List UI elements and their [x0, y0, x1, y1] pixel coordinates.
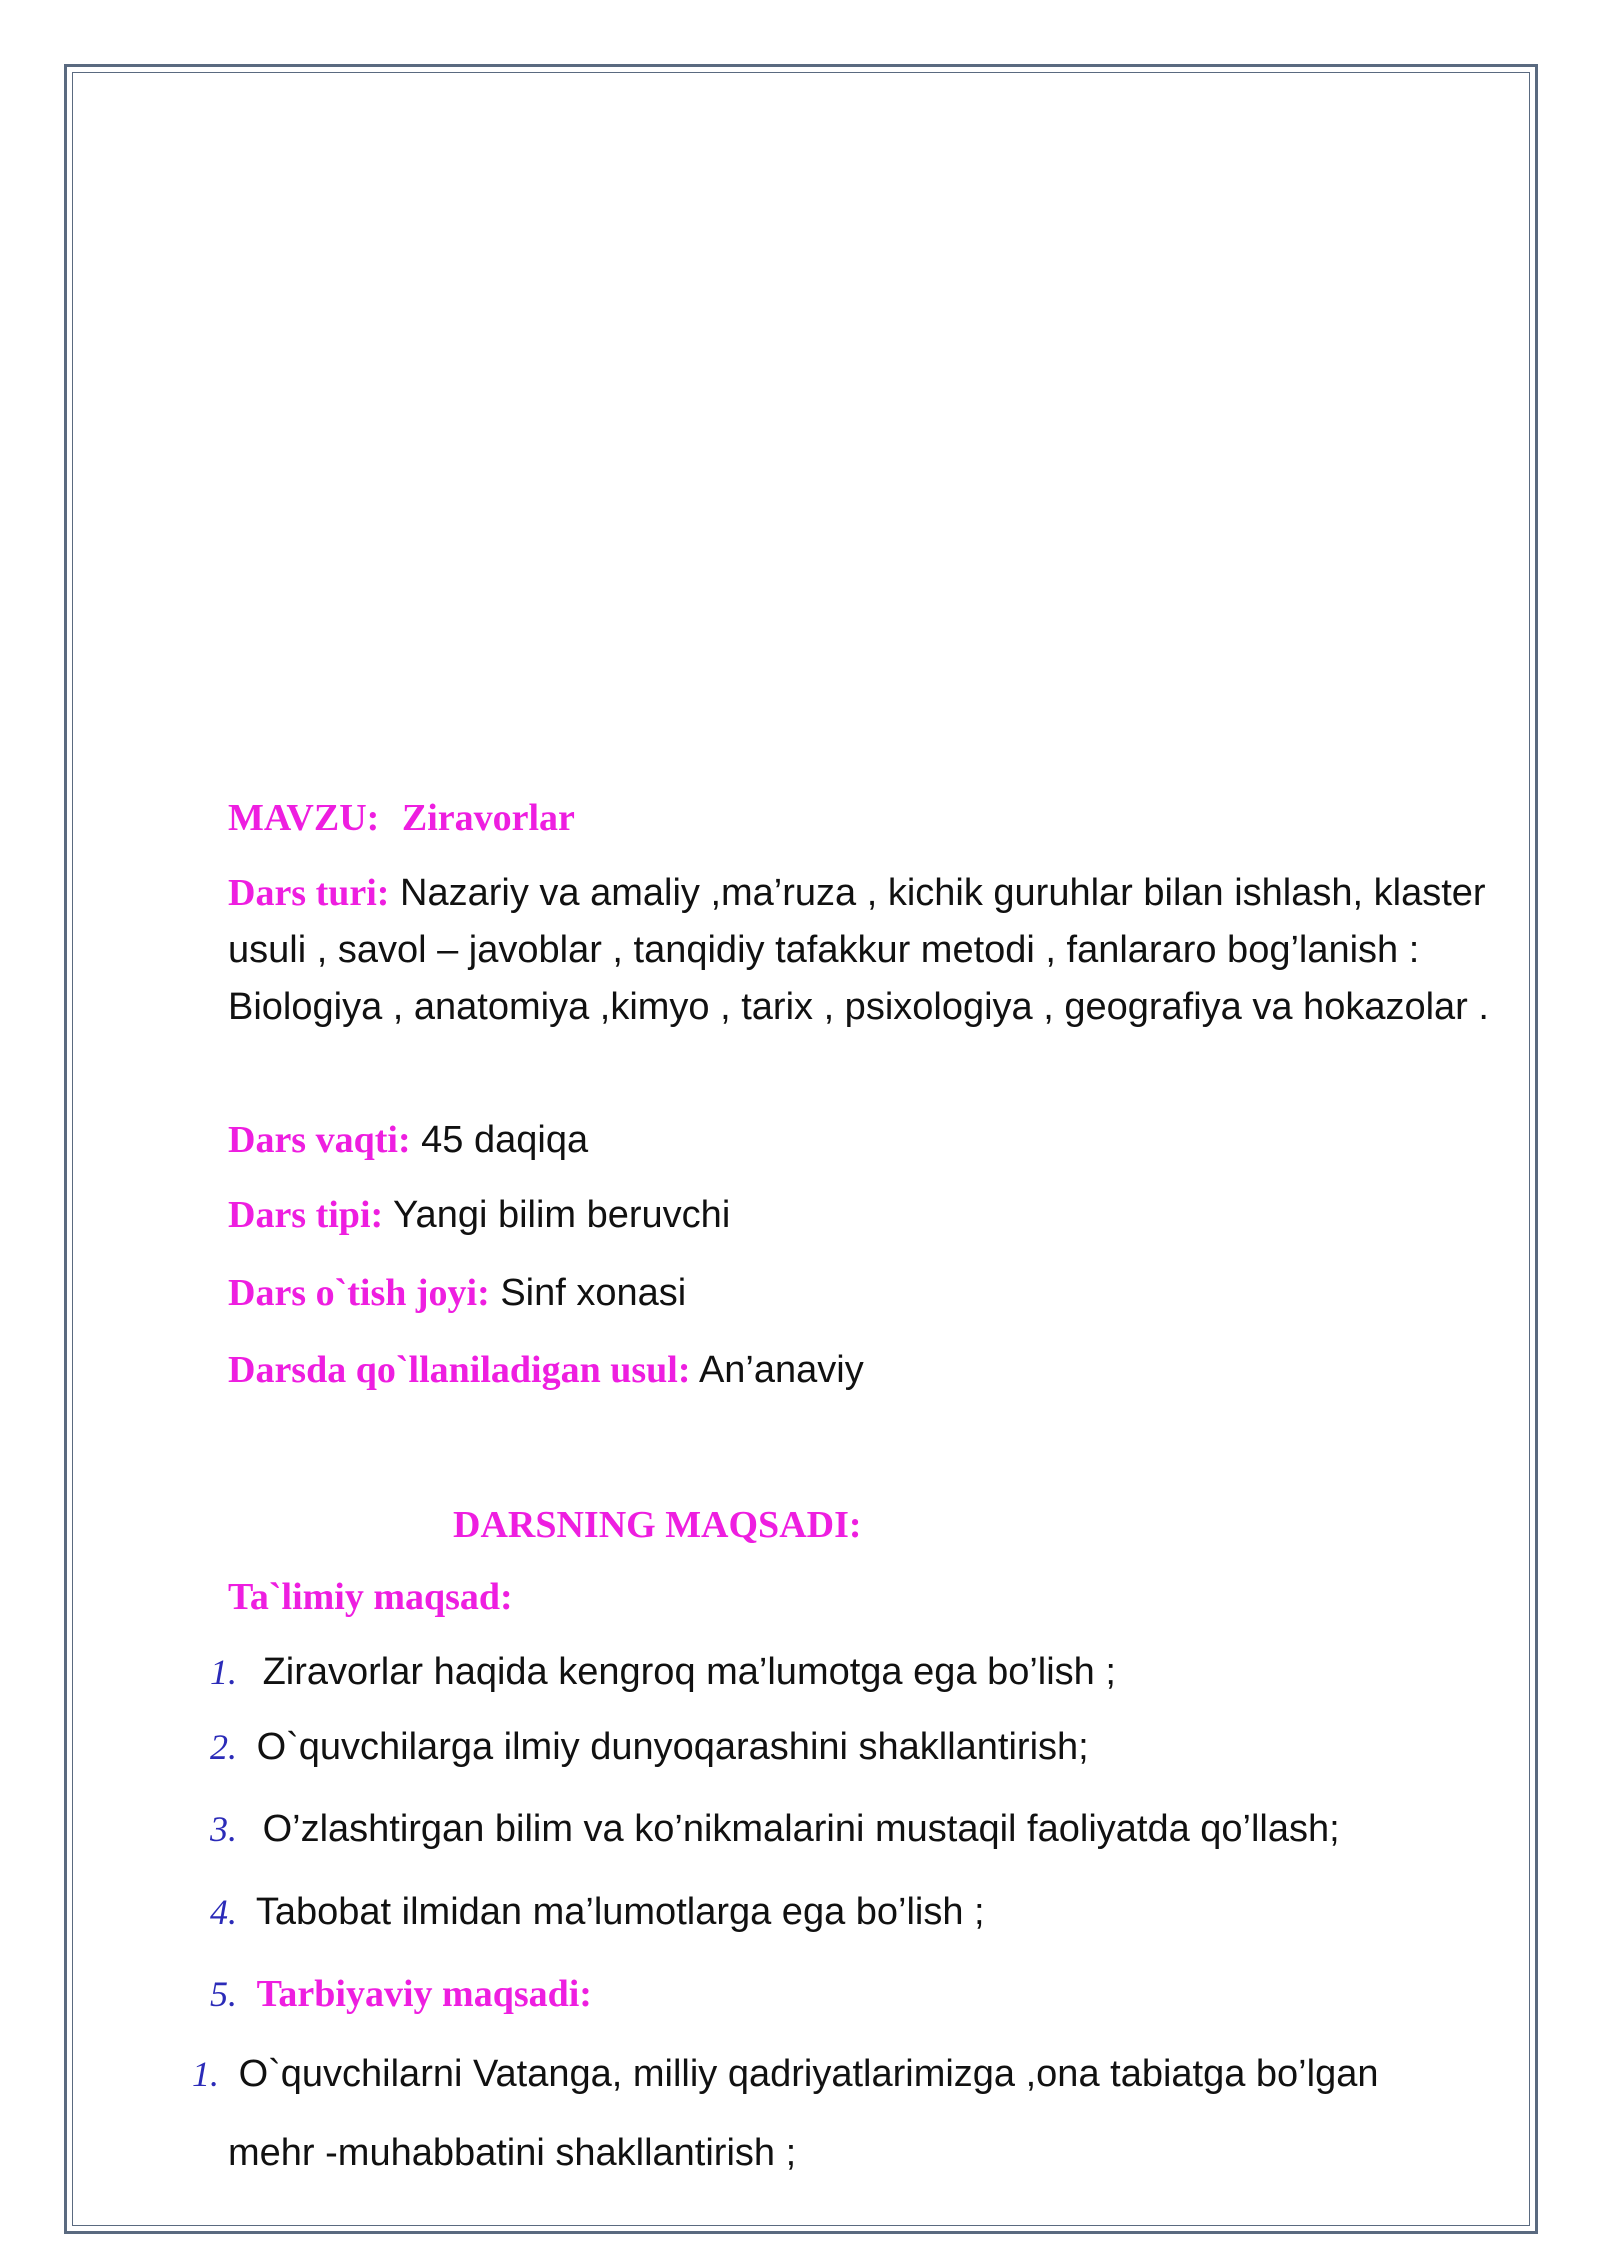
dars-turi-value: Nazariy va amaliy ,ma’ruza , kichik guruhlar bilan ishlash, klaster usuli , savol – javoblar , tanqidiy tafakkur metodi , fanlararo bog’lanish : Biologiya , anatomiya ,kimyo , tarix , psixologiya , geografiya va hokazolar .: [228, 872, 1489, 1028]
dars-usul-value: An’anaviy: [698, 1349, 864, 1391]
tarbiyaviy-item-1-continued: mehr -muhabbatini shakllantirish ;: [228, 2132, 797, 2174]
item-number: 5.: [210, 1974, 237, 2014]
dars-vaqti-label: Dars vaqti:: [228, 1119, 411, 1161]
dars-joyi-value: Sinf xonasi: [500, 1272, 687, 1314]
item-text: O’zlashtirgan bilim va ko’nikmalarini mustaqil faoliyatda qo’llash;: [262, 1808, 1340, 1850]
tarbiyaviy-heading-line: [210, 1965, 592, 2023]
talimiy-item-1: [210, 1643, 1116, 1701]
mavzu-value: Ziravorlar: [401, 797, 575, 839]
dars-turi-paragraph: [228, 865, 1518, 1036]
mavzu-label: MAVZU:: [228, 797, 380, 839]
dars-tipi-label: Dars tipi:: [228, 1194, 384, 1236]
talimiy-item-3: [210, 1800, 1340, 1858]
dars-vaqti-value: 45 daqiqa: [421, 1119, 589, 1161]
item-text: Ziravorlar haqida kengroq ma’lumotga ega bo’lish ;: [262, 1651, 1116, 1693]
item-number: 4.: [210, 1892, 237, 1932]
mavzu-line: [228, 789, 575, 847]
dars-usul-label: Darsda qo`llaniladigan usul:: [228, 1349, 691, 1391]
talimiy-item-2: [210, 1718, 1089, 1776]
item-number: 2.: [210, 1727, 237, 1767]
dars-joyi-label: Dars o`tish joyi:: [228, 1272, 490, 1314]
dars-joyi-line: [228, 1264, 686, 1322]
dars-tipi-value: Yangi bilim beruvchi: [393, 1194, 731, 1236]
item-number: 1.: [192, 2054, 219, 2094]
dars-usul-line: [228, 1341, 864, 1399]
talimiy-item-4: [210, 1883, 985, 1941]
item-number: 3.: [210, 1809, 237, 1849]
item-text: Tabobat ilmidan ma’lumotlarga ega bo’lish ;: [255, 1891, 985, 1933]
talimiy-heading: Ta`limiy maqsad:: [228, 1576, 513, 1618]
tarbiyaviy-item-1: [192, 2045, 1378, 2103]
item-text: O`quvchilarga ilmiy dunyoqarashini shakllantirish;: [256, 1726, 1089, 1768]
maqsad-heading: DARSNING MAQSADI:: [453, 1504, 862, 1546]
dars-tipi-line: [228, 1186, 730, 1244]
dars-vaqti-line: [228, 1111, 588, 1169]
tarbiyaviy-heading: Tarbiyaviy maqsadi:: [256, 1973, 592, 2015]
item-text: O`quvchilarni Vatanga, milliy qadriyatlarimizga ,ona tabiatga bo’lgan: [238, 2053, 1379, 2095]
dars-turi-label: Dars turi:: [228, 872, 390, 914]
item-number: 1.: [210, 1652, 237, 1692]
